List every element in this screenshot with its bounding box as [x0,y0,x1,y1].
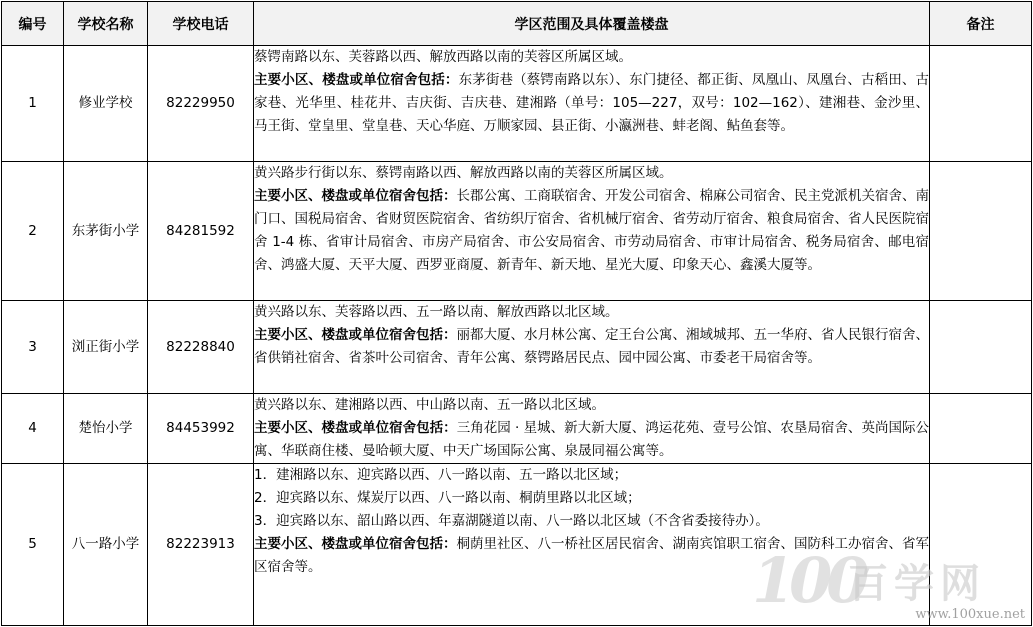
table-row [2,301,1032,394]
scope-area: 黄兴路以东、芙蓉路以西、五一路以南、解放西路以北区域。 [254,304,619,320]
school-name: 修业学校 [64,46,148,162]
district-scope [254,394,930,464]
watermark-mark: 100 [752,544,864,617]
header-note: 备注 [930,2,1032,46]
header-number: 编号 [2,2,64,46]
scope-area: 蔡锷南路以东、芙蓉路以西、解放西路以南的芙蓉区所属区域。 [254,49,632,65]
scope-label: 主要小区、楼盘或单位宿舍包括： [254,536,457,552]
school-phone: 84453992 [148,394,254,464]
row-number: 3 [2,301,64,394]
scope-label: 主要小区、楼盘或单位宿舍包括： [254,188,457,204]
scope-line: 2．迎宾路以东、煤炭厅以西、八一路以南、桐荫里路以北区域； [254,490,641,506]
scope-area: 黄兴路以东、建湘路以西、中山路以南、五一路以北区域。 [254,397,605,413]
scope-detail: 丽都大厦、水月林公寓、定王台公寓、湘域城邦、五一华府、省人民银行宿舍、省供销社宿舍、省茶叶公司宿舍、青年公寓、蔡锷路居民点、园中园公寓、市委老干局宿舍等。 [254,327,929,366]
school-phone: 82228840 [148,301,254,394]
table-row [2,162,1032,301]
row-number: 5 [2,464,64,626]
row-note [930,46,1032,162]
watermark-url: www.100xue.net [915,607,1025,622]
scope-detail: 长郡公寓、工商联宿舍、开发公司宿舍、棉麻公司宿舍、民主党派机关宿舍、南门口、国税局宿舍、省财贸医院宿舍、省纺织厅宿舍、省机械厅宿舍、省劳动厅宿舍、粮食局宿舍、省人民医院宿舍 1-4 栋、省审计局宿舍、市房产局宿舍、市公安局宿舍、市劳动局宿舍、市审计局宿舍、税务局宿舍、邮电宿舍、鸿盛大厦、天平大厦、西罗亚商厦、新青年、新天地、星光大厦、印象天心、鑫溪大厦等。 [254,188,929,273]
scope-line: 3．迎宾路以东、韶山路以西、年嘉湖隧道以南、八一路以北区域（不含省委接待办）。 [254,513,769,529]
school-phone: 82229950 [148,46,254,162]
district-scope [254,301,930,394]
header-school-phone: 学校电话 [148,2,254,46]
school-phone: 82223913 [148,464,254,626]
row-number: 1 [2,46,64,162]
district-scope [254,46,930,162]
school-name: 东茅街小学 [64,162,148,301]
table-row [2,394,1032,464]
scope-line: 1．建湘路以东、迎宾路以西、八一路以南、五一路以北区域； [254,467,628,483]
scope-label: 主要小区、楼盘或单位宿舍包括： [254,327,457,343]
district-scope [254,464,930,626]
header-school-name: 学校名称 [64,2,148,46]
school-name: 浏正街小学 [64,301,148,394]
school-district-table [1,1,1032,626]
scope-detail: 桐荫里社区、八一桥社区居民宿舍、湖南宾馆职工宿舍、国防科工办宿舍、省军区宿舍等。 [254,536,929,575]
row-note [930,162,1032,301]
scope-detail: 东茅街巷（蔡锷南路以东）、东门捷径、都正街、凤凰山、凤凰台、古稻田、古家巷、光华里、桂花井、吉庆街、吉庆巷、建湘路（单号：105—227，双号：102—162）、建湘巷、金沙里、马王街、堂皇里、堂皇巷、天心华庭、万顺家园、县正街、小瀛洲巷、蚌老阁、鲇鱼套等。 [254,72,930,134]
table-row [2,464,1032,626]
row-note [930,464,1032,626]
row-note [930,394,1032,464]
district-scope [254,162,930,301]
school-name: 八一路小学 [64,464,148,626]
table-row [2,46,1032,162]
scope-area: 黄兴路步行街以东、蔡锷南路以西、解放西路以南的芙蓉区所属区域。 [254,165,673,181]
school-phone: 84281592 [148,162,254,301]
header-district-scope: 学区范围及具体覆盖楼盘 [254,2,930,46]
row-number: 2 [2,162,64,301]
row-note [930,301,1032,394]
row-number: 4 [2,394,64,464]
scope-label: 主要小区、楼盘或单位宿舍包括： [254,72,459,88]
watermark-brand: 百学网 [848,561,986,607]
school-name: 楚怡小学 [64,394,148,464]
scope-label: 主要小区、楼盘或单位宿舍包括： [254,420,457,436]
scope-detail: 三角花园 · 星城、新大新大厦、鸿运花苑、壹号公馆、农垦局宿舍、英尚国际公寓、华联商住楼、曼哈顿大厦、中天广场国际公寓、泉晟同福公寓等。 [254,420,929,459]
table-header-row [2,2,1032,46]
